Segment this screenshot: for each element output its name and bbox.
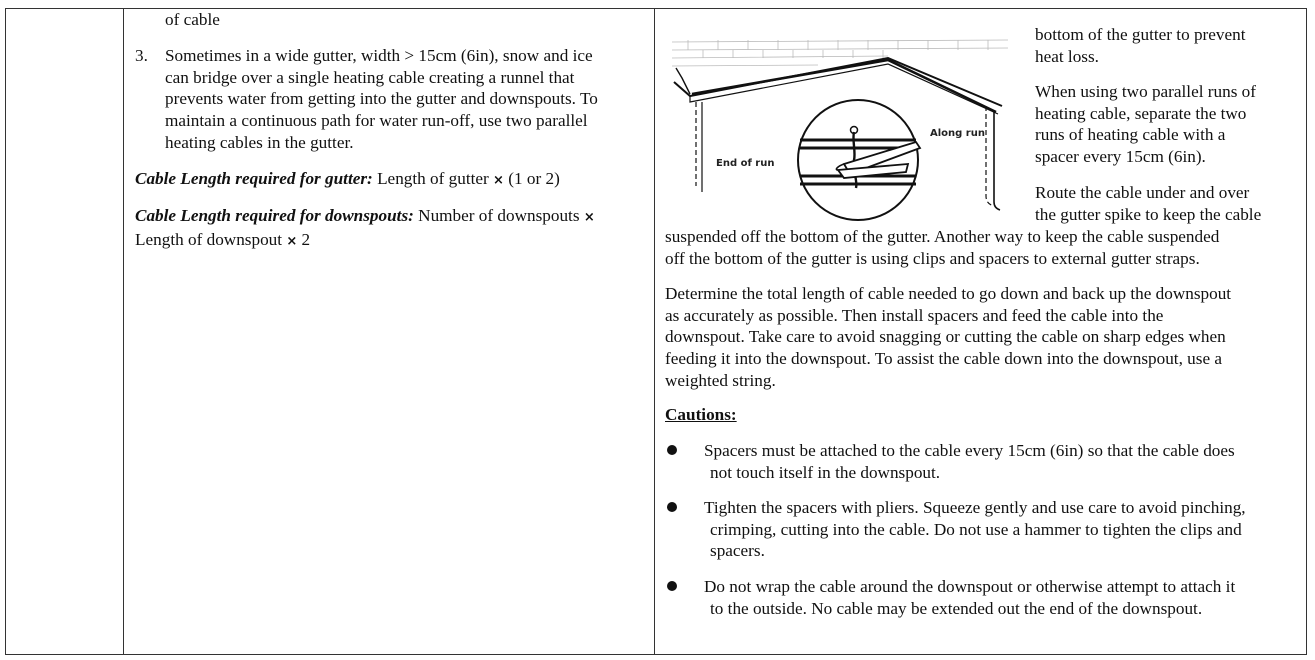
downspout-formula-label: Cable Length required for downspouts: [135, 206, 414, 225]
bullet-icon [666, 444, 678, 456]
caution-item [704, 497, 1294, 562]
times-symbol: × [493, 173, 504, 188]
list-line: heating cables in the gutter. [165, 132, 354, 152]
table-divider-1 [123, 9, 124, 654]
text-line: weighted string. [665, 370, 776, 390]
text-line: spacer every 15cm (6in). [1035, 147, 1206, 167]
text-line: Determine the total length of cable needed to go down and back up the downspout [665, 284, 1232, 303]
gutter-formula-tail: (1 or 2) [503, 169, 560, 188]
list-line: can bridge over a single heating cable creating a runnel that [165, 67, 575, 87]
downspout-formula [135, 205, 595, 252]
list-tail: of cable [165, 10, 220, 29]
gutter-installation-illustration [668, 36, 1030, 228]
caution-line: Tighten the spacers with pliers. Squeeze gently and use care to avoid pinching, [704, 498, 1246, 517]
text-line: downspout. Take care to avoid snagging or cutting the cable on sharp edges when [665, 327, 1226, 347]
times-symbol: × [286, 233, 298, 249]
label-end-of-run: End of run [716, 158, 775, 169]
paragraph-heat-loss [1035, 24, 1303, 67]
paragraph-parallel-runs [1035, 81, 1303, 168]
paragraph-route-cable [1035, 182, 1303, 225]
table-divider-2 [654, 9, 655, 654]
caution-line: Spacers must be attached to the cable every 15cm (6in) so that the cable does [704, 441, 1235, 460]
list-line: Sometimes in a wide gutter, width > 15cm (6in), snow and ice [165, 46, 593, 65]
caution-line: crimping, cutting into the cable. Do not use a hammer to tighten the clips and [710, 519, 1242, 539]
text-line: bottom of the gutter to prevent [1035, 25, 1246, 44]
caution-line: to the outside. No cable may be extended out the end of the downspout. [710, 598, 1203, 618]
list-line: prevents water from getting into the gutter and downspouts. To [165, 89, 598, 109]
text-line: heat loss. [1035, 46, 1099, 66]
caution-line: spacers. [710, 541, 765, 561]
list-line: maintain a continuous path for water run-off, use two parallel [165, 111, 588, 131]
downspout-formula-tail: 2 [297, 229, 311, 249]
text-line: the gutter spike to keep the cable [1035, 204, 1262, 224]
caution-item [704, 576, 1294, 619]
text-line: suspended off the bottom of the gutter. Another way to keep the cable suspended [665, 227, 1220, 246]
downspout-formula-line2: Length of downspout [135, 229, 287, 249]
caution-line: Do not wrap the cable around the downspout or otherwise attempt to attach it [704, 577, 1236, 596]
gutter-formula [135, 168, 560, 192]
caution-line: not touch itself in the downspout. [710, 462, 941, 482]
text-line: runs of heating cable with a [1035, 125, 1226, 145]
list-item-3 [165, 45, 645, 154]
text-line: feeding it into the downspout. To assist the cable down into the downspout, use a [665, 349, 1222, 369]
cautions-heading: Cautions: [665, 405, 737, 424]
label-along-run: Along run [930, 128, 985, 139]
text-line: off the bottom of the gutter is using clips and spacers to external gutter straps. [665, 248, 1200, 268]
caution-item [704, 440, 1294, 483]
gutter-formula-label: Cable Length required for gutter: [135, 169, 373, 188]
table-border-left [5, 9, 6, 654]
paragraph-route-cable-cont [665, 226, 1303, 269]
detail-circle [798, 100, 920, 220]
brick-wall-texture [672, 40, 1008, 66]
table-border-right [1306, 9, 1307, 654]
text-line: Route the cable under and over [1035, 183, 1250, 202]
text-line: When using two parallel runs of [1035, 82, 1256, 101]
downspout-formula-text: Number of downspouts [413, 206, 584, 225]
paragraph-determine-length [665, 283, 1303, 392]
text-line: heating cable, separate the two [1035, 103, 1247, 123]
text-line: as accurately as possible. Then install spacers and feed the cable into the [665, 305, 1164, 325]
gutter-formula-text: Length of gutter [372, 169, 494, 188]
list-item-number: 3. [135, 46, 148, 65]
times-symbol: × [583, 210, 595, 225]
bullet-icon [666, 580, 678, 592]
bullet-icon [666, 501, 678, 513]
